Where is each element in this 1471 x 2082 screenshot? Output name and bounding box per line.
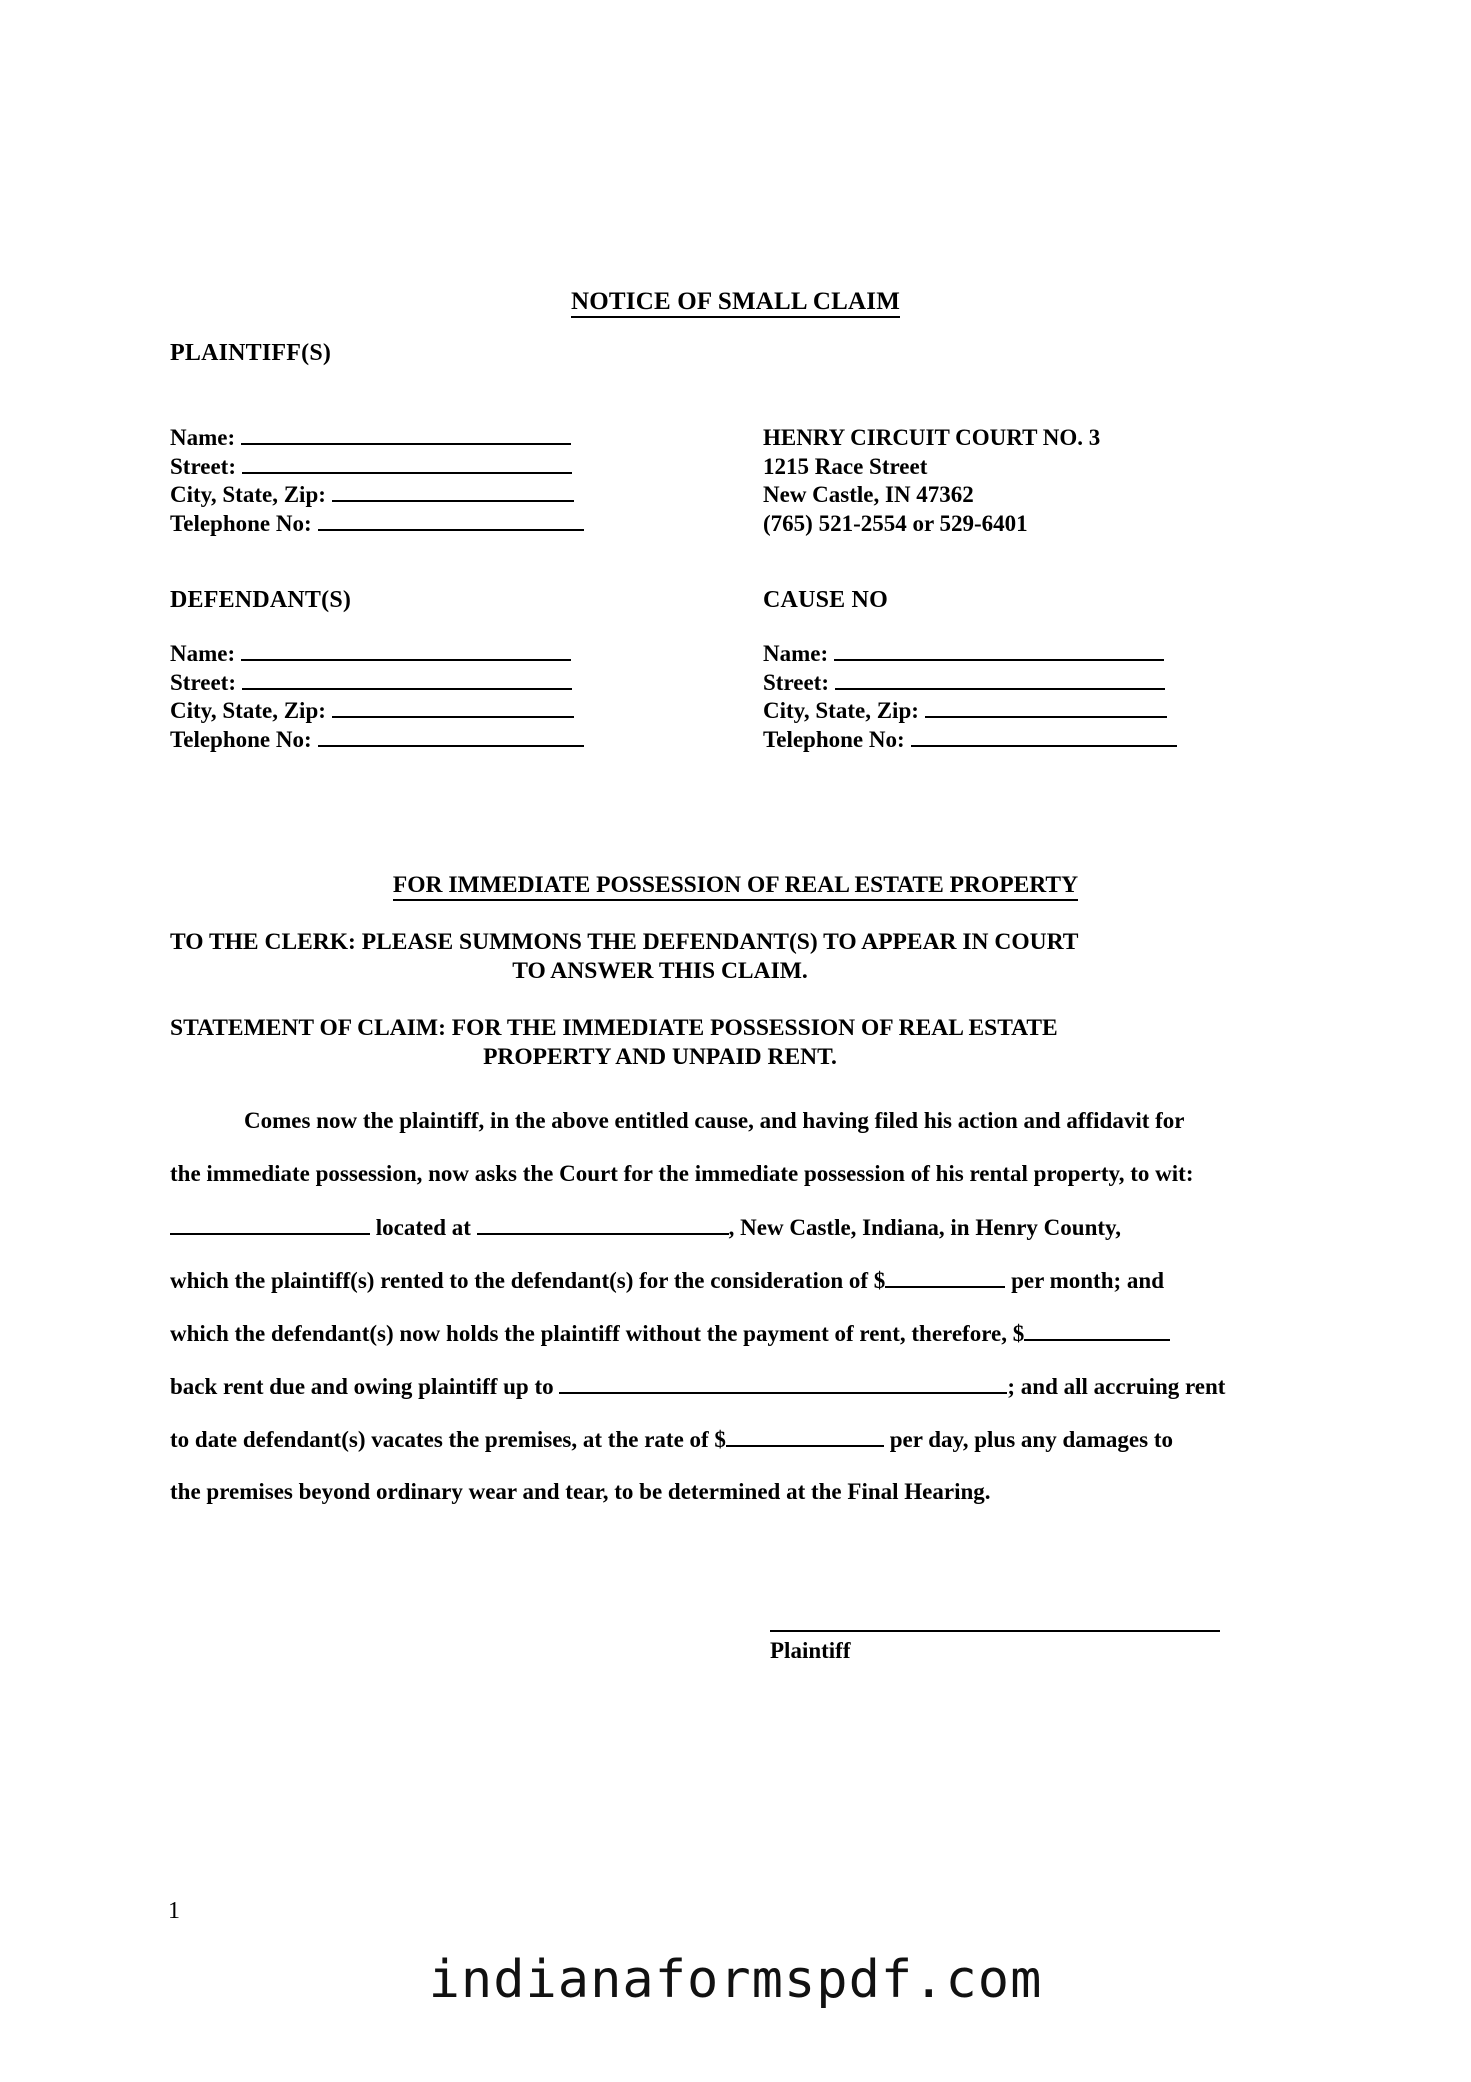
defendant-phone-label: Telephone No: [170,726,312,752]
plaintiff-city-row [170,481,584,510]
body-line-7-head: to date defendant(s) vacates the premises, at the rate of $ [170,1427,726,1452]
defendant-fields [170,640,584,754]
plaintiff-phone-row [170,510,584,539]
cause-phone-label: Telephone No: [763,726,905,752]
amount-owed-input[interactable] [1024,1320,1170,1341]
cause-street-input[interactable] [835,669,1165,690]
plaintiff-section-label: PLAINTIFF(S) [170,340,332,366]
defendant-phone-row [170,726,584,755]
body-line-2-text: the immediate possession, now asks the Court for the immediate possession of his rental property, to wit: [170,1161,1194,1186]
clerk-heading-line2: TO ANSWER THIS CLAIM. [512,958,808,984]
body-line-3-tail: , New Castle, Indiana, in Henry County, [728,1215,1121,1240]
defendant-street-input[interactable] [242,669,572,690]
defendant-section-label: DEFENDANT(S) [170,587,352,613]
statement-of-claim-heading [170,1014,1300,1072]
cause-name-input[interactable] [834,640,1164,661]
court-street: 1215 Race Street [763,453,928,479]
cause-street-label: Street: [763,669,829,695]
site-watermark: indianaformspdf.com [428,1950,1043,2010]
court-city-state-zip: New Castle, IN 47362 [763,482,974,507]
defendant-name-input[interactable] [241,640,571,661]
body-line-5-head: which the defendant(s) now holds the plaintiff without the payment of rent, therefore, $ [170,1321,1025,1346]
cause-name-row [763,640,1177,669]
defendant-street-row [170,669,584,698]
clerk-instruction-heading [170,928,1300,986]
monthly-rent-input[interactable] [885,1267,1005,1288]
defendant-street-label: Street: [170,669,236,695]
defendant-city-input[interactable] [332,697,574,718]
statement-heading-line2: PROPERTY AND UNPAID RENT. [483,1044,837,1070]
cause-city-input[interactable] [925,697,1167,718]
page-number: 1 [168,1898,180,1924]
plaintiff-city-label: City, State, Zip: [170,482,326,507]
cause-city-label: City, State, Zip: [763,698,919,723]
back-rent-date-input[interactable] [559,1373,1007,1394]
body-line-5 [170,1320,1310,1347]
cause-street-row [763,669,1177,698]
body-line-6-head: back rent due and owing plaintiff up to [170,1374,554,1399]
possession-heading-text: FOR IMMEDIATE POSSESSION OF REAL ESTATE PROPERTY [393,872,1078,901]
plaintiff-signature-input[interactable] [770,1610,1220,1632]
defendant-city-label: City, State, Zip: [170,698,326,723]
court-phone: (765) 521-2554 or 529-6401 [763,510,1028,536]
defendant-name-row [170,640,584,669]
cause-phone-input[interactable] [911,726,1177,747]
property-description-input[interactable] [170,1214,370,1235]
body-line-6-tail: ; and all accruing rent [1007,1374,1226,1399]
possession-heading [0,872,1471,899]
plaintiff-name-input[interactable] [241,424,571,445]
plaintiff-fields [170,424,584,538]
plaintiff-phone-label: Telephone No: [170,510,312,536]
cause-name-label: Name: [763,641,829,666]
cause-number-label: CAUSE NO [763,587,888,613]
page-title [0,288,1471,316]
body-line-3 [170,1214,1310,1241]
body-line-1-text: Comes now the plaintiff, in the above entitled cause, and having filed his action and affidavit for [244,1108,1185,1133]
clerk-heading-line1: TO THE CLERK: PLEASE SUMMONS THE DEFENDANT(S) TO APPEAR IN COURT [170,929,1079,955]
signature-block [770,1610,1220,1664]
body-line-2 [170,1161,1310,1187]
body-line-1 [170,1108,1310,1134]
defendant-phone-input[interactable] [318,726,584,747]
property-address-input[interactable] [477,1214,729,1235]
daily-rate-input[interactable] [726,1426,884,1447]
defendant-city-row [170,697,584,726]
body-line-4-tail: per month; and [1011,1268,1164,1293]
page-title-text: NOTICE OF SMALL CLAIM [571,288,900,318]
plaintiff-name-label: Name: [170,425,236,450]
body-line-8-text: the premises beyond ordinary wear and tear, to be determined at the Final Hearing. [170,1479,991,1504]
plaintiff-name-row [170,424,584,453]
body-line-8 [170,1479,1310,1505]
body-line-4 [170,1267,1310,1294]
plaintiff-city-input[interactable] [332,481,574,502]
cause-phone-row [763,726,1177,755]
court-name: HENRY CIRCUIT COURT NO. 3 [763,425,1101,450]
statement-heading-line1: STATEMENT OF CLAIM: FOR THE IMMEDIATE POSSESSION OF REAL ESTATE [170,1015,1058,1041]
plaintiff-street-row [170,453,584,482]
body-line-3-located-at: located at [375,1215,471,1240]
court-address-block [763,424,1100,538]
body-line-4-head: which the plaintiff(s) rented to the defendant(s) for the consideration of $ [170,1268,886,1293]
body-line-6 [170,1373,1310,1400]
plaintiff-street-label: Street: [170,453,236,479]
body-line-7-tail: per day, plus any damages to [889,1427,1173,1452]
cause-fields [763,640,1177,754]
plaintiff-phone-input[interactable] [318,510,584,531]
plaintiff-street-input[interactable] [242,453,572,474]
signature-label: Plaintiff [770,1638,851,1663]
body-line-7 [170,1426,1310,1453]
cause-city-row [763,697,1177,726]
defendant-name-label: Name: [170,641,236,666]
